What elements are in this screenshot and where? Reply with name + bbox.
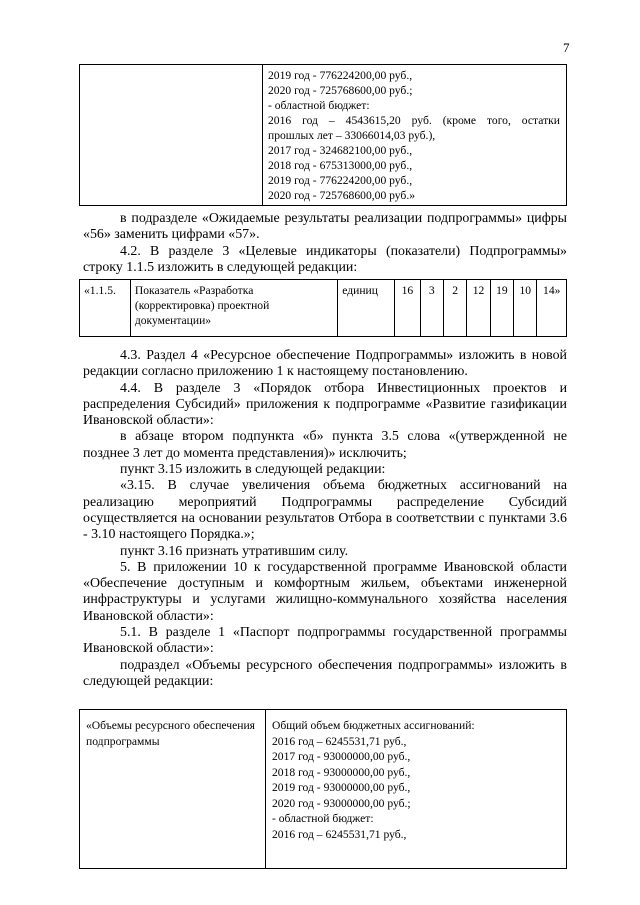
- indicator-code: «1.1.5.: [80, 280, 131, 337]
- paragraph: 4.3. Раздел 4 «Ресурсное обеспечение Подпрограммы» изложить в новой редакции согласно приложению 1 к настоящему постановлению.: [83, 348, 567, 380]
- paragraph: в подразделе «Ожидаемые результаты реализации подпрограммы» цифры «56» заменить цифрами «57».: [83, 211, 567, 243]
- budget-table-continued: [79, 64, 567, 206]
- indicator-value: 2: [443, 280, 466, 337]
- paragraph-group-b: [83, 348, 567, 690]
- resource-line: - областной бюджет:: [272, 812, 374, 825]
- paragraph: в абзаце втором подпункта «б» пункта 3.5 слова «(утвержденной не позднее 3 лет до момента представления)» исключить;: [83, 429, 567, 461]
- budget-line: 2016 год – 4543615,20 руб. (кроме того, остатки: [268, 114, 560, 127]
- resource-line: 2018 год - 93000000,00 руб.,: [272, 765, 411, 779]
- page-number: 7: [563, 40, 570, 55]
- budget-line: 2017 год - 324682100,00 руб.,: [268, 144, 413, 157]
- paragraph: 4.2. В разделе 3 «Целевые индикаторы (показатели) Подпрограммы» строку 1.1.5 изложить в следующей редакции:: [83, 243, 567, 275]
- budget-line: прошлых лет – 33066014,03 руб.),: [268, 129, 436, 142]
- indicator-unit: единиц: [338, 280, 395, 337]
- budget-line: 2020 год - 725768600,00 руб.»: [268, 189, 416, 202]
- budget-line: 2019 год - 776224200,00 руб.,: [268, 174, 413, 187]
- resource-line: 2019 год - 93000000,00 руб.,: [272, 781, 411, 794]
- budget-line: 2018 год - 675313000,00 руб.,: [268, 159, 413, 172]
- indicator-table: [79, 279, 567, 337]
- paragraph: 5. В приложении 10 к государственной программе Ивановской области «Обеспечение доступным и комфортным жильем, объектами инженерной инфраструктуры и услугами жилищно-коммунального хозяйства населения Ивановской области»:: [83, 559, 567, 624]
- resource-label: «Объемы ресурсного обеспечения подпрограммы: [80, 710, 266, 869]
- indicator-value: 14»: [537, 280, 567, 337]
- indicator-value: 19: [490, 280, 513, 337]
- paragraph: пункт 3.16 признать утратившим силу.: [120, 543, 349, 559]
- resource-line: 2016 год – 6245531,71 руб.,: [272, 827, 407, 841]
- resource-line: 2017 год - 93000000,00 руб.,: [272, 750, 411, 763]
- paragraph: подраздел «Объемы ресурсного обеспечения подпрограммы» изложить в следующей редакции:: [83, 657, 567, 689]
- paragraph: пункт 3.15 изложить в следующей редакции:: [120, 462, 386, 478]
- indicator-value: 12: [467, 280, 490, 337]
- indicator-value: 16: [395, 280, 420, 337]
- resource-line: 2016 год – 6245531,71 руб.,: [272, 734, 407, 748]
- paragraph: 4.4. В разделе 3 «Порядок отбора Инвестиционных проектов и распределения Субсидий» приложения к подпрограмме «Развитие газификации Ивановской области»:: [83, 380, 567, 429]
- resource-line: 2020 год - 93000000,00 руб.;: [272, 796, 411, 810]
- budget-line: 2019 год - 776224200,00 руб.,: [268, 69, 413, 82]
- indicator-value: 10: [514, 280, 537, 337]
- resource-line: Общий объем бюджетных ассигнований:: [272, 719, 475, 732]
- table-cell-budget-lines: [263, 65, 567, 206]
- table-cell-resource-lines: [266, 710, 567, 869]
- indicator-name: Показатель «Разработка (корректировка) проектной документации»: [130, 280, 337, 337]
- budget-line: 2020 год - 725768600,00 руб.;: [268, 84, 413, 97]
- paragraph: 5.1. В разделе 1 «Паспорт подпрограммы государственной программы Ивановской области»:: [83, 625, 567, 657]
- resource-table: [79, 709, 567, 869]
- paragraph: «3.15. В случае увеличения объема бюджетных ассигнований на реализацию мероприятий Подпрограммы распределение Субсидий осуществляется на основании результатов Отбора в соответствии с пунктами 3.6 - 3.10 настоящего Порядка.»;: [83, 478, 567, 543]
- table-cell-empty: [80, 65, 263, 206]
- paragraph-group-a: [83, 211, 567, 276]
- indicator-value: 3: [420, 280, 443, 337]
- budget-line: - областной бюджет:: [268, 99, 370, 112]
